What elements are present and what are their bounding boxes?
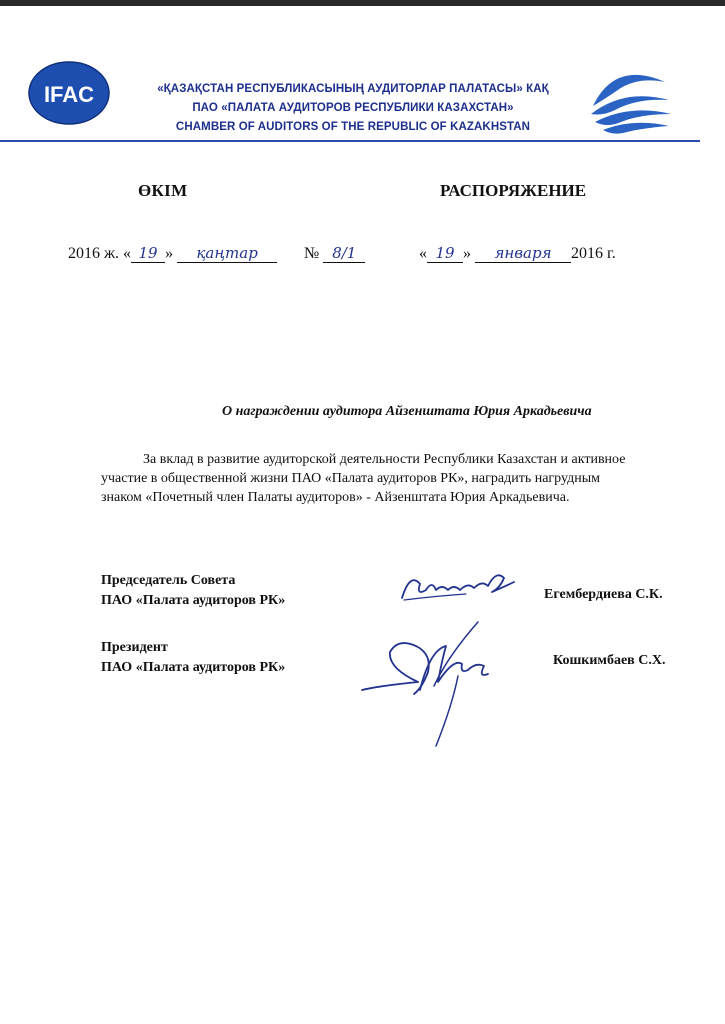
title-kz: ӨКІМ [138,181,188,200]
order-number-blank [323,244,365,263]
letterhead-line-kz: «ҚАЗАҚСТАН РЕСПУБЛИКАСЫНЫҢ АУДИТОРЛАР ПАЛАТАСЫ» КАҚ [157,83,549,95]
signatory-2-role: Президент [101,640,168,655]
date-kz-day: 19 [138,244,158,262]
scan-top-edge [0,0,725,6]
date-kz-day-blank [131,244,165,263]
signatory-2-name: Кошкимбаев С.Х. [553,653,666,668]
date-ru-day-blank [427,244,463,263]
body-line-3: знаком «Почетный член Палаты аудиторов» - Айзенштата Юрия Аркадьевича. [101,490,570,505]
signatory-1-role: Председатель Совета [101,573,236,588]
date-kz-month: қаңтар [196,244,258,262]
date-ru-quote-close: » [463,245,471,262]
date-kz-prefix: 2016 ж. « [68,245,132,262]
letterhead-line-en: CHAMBER OF AUDITORS OF THE REPUBLIC OF KAZAKHSTAN [175,121,531,133]
document-body [101,450,661,507]
date-kz-quote-close: » [165,245,174,262]
date-kz [68,244,277,263]
body-line-1: За вклад в развитие аудиторской деятельности Республики Казахстан и активное [143,452,626,467]
date-ru-day: 19 [435,244,455,262]
body-line-2: участие в общественной жизни ПАО «Палата аудиторов РК», наградить нагрудным [101,471,600,486]
order-number-label: № [304,245,320,262]
order-number [304,244,365,263]
date-ru-month: января [494,244,552,262]
letterhead-title-block [118,80,588,137]
ifac-logo-text: IFAC [43,82,95,107]
signatory-1-title [101,571,285,611]
title-ru: РАСПОРЯЖЕНИЕ [440,181,587,200]
signatory-1-name: Егембердиева С.К. [544,587,663,602]
letterhead-line-ru: ПАО «ПАЛАТА АУДИТОРОВ РЕСПУБЛИКИ КАЗАХСТАН» [192,102,514,114]
date-ru [419,244,616,263]
document-subject: О награждении аудитора Айзенштата Юрия Аркадьевича [222,404,592,419]
date-ru-quote-open: « [419,245,427,262]
signature-2 [358,616,508,750]
signatory-2-title [101,638,285,678]
letterhead-divider [0,140,700,142]
date-kz-month-blank [177,244,277,263]
date-ru-suffix: 2016 г. [571,245,616,262]
order-number-value: 8/1 [332,244,357,262]
letterhead [0,28,725,138]
ifac-logo-icon [26,58,112,128]
signature-1 [396,562,518,608]
chamber-wave-logo-icon [585,66,675,141]
signatory-2-org: ПАО «Палата аудиторов РК» [101,660,286,675]
date-ru-month-blank [475,244,571,263]
signatory-1-org: ПАО «Палата аудиторов РК» [101,593,286,608]
